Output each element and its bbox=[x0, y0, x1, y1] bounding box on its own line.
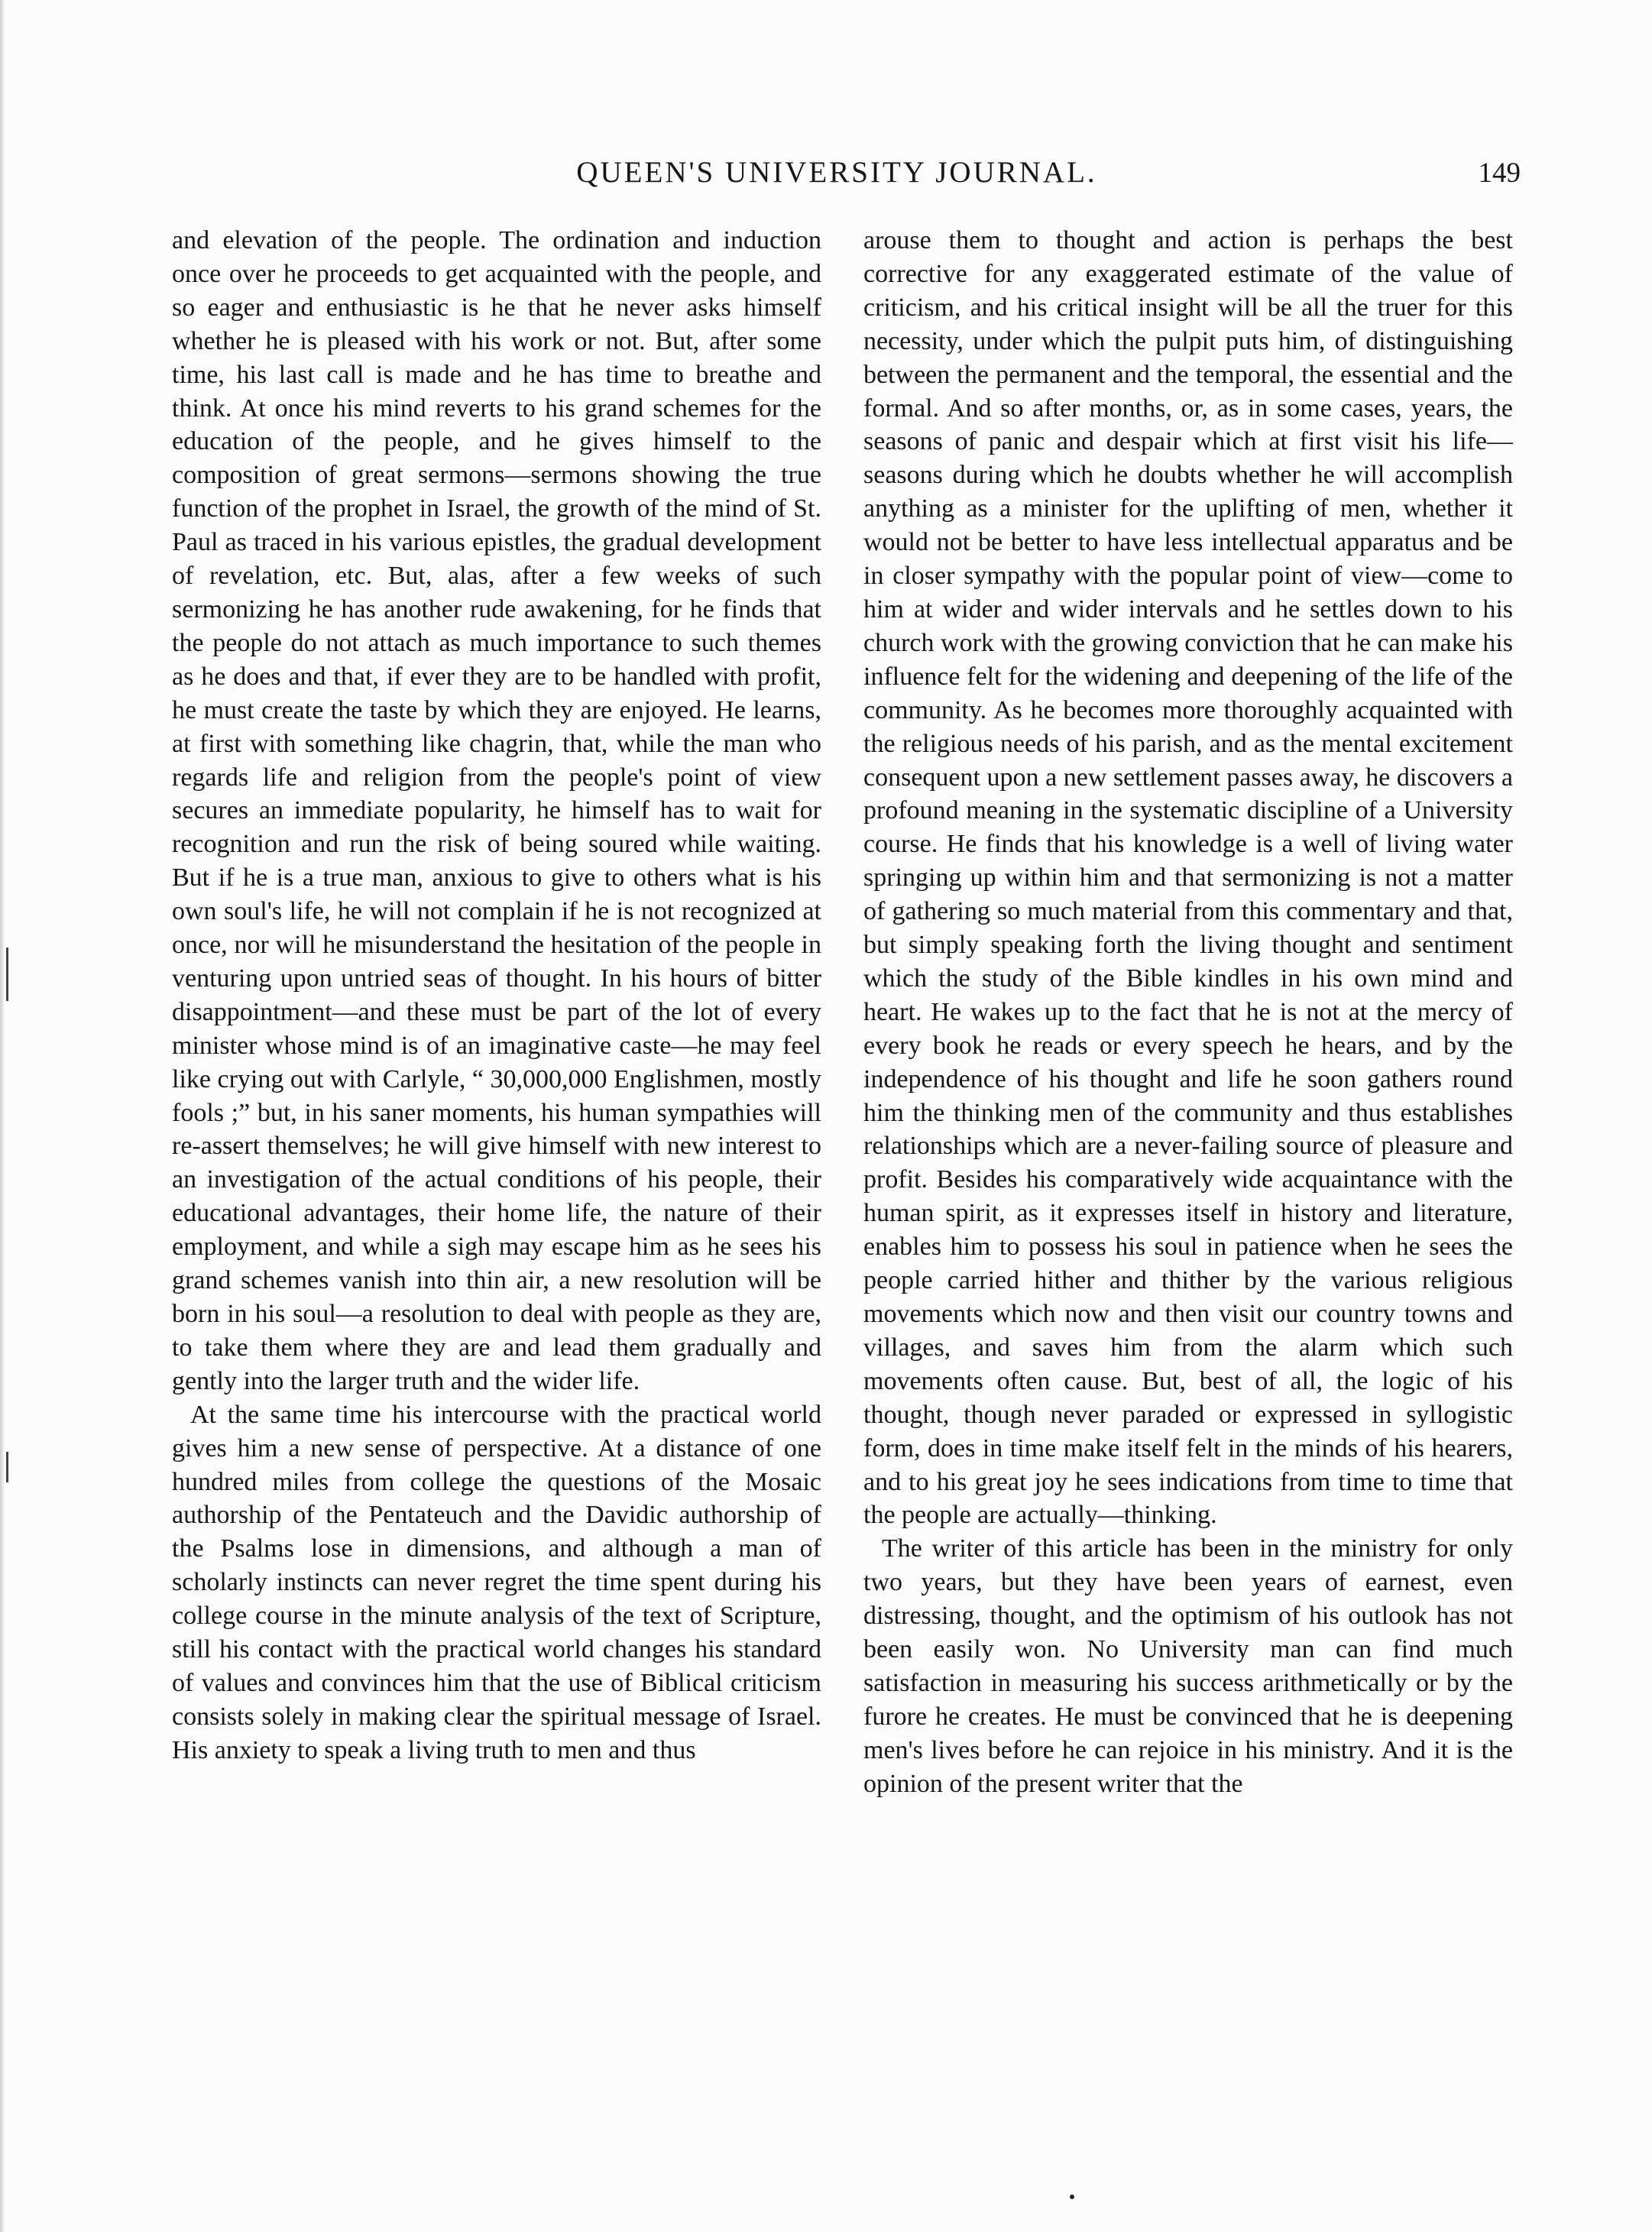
left-column bbox=[172, 224, 821, 1767]
paragraph: The writer of this article has been in the ministry for only two years, but they have been years of earnest, even distressing, thought, and the optimism of his outlook has not been easily won. No University man can find much satisfaction in measuring his success arithmetically or by the furore he creates. He must be convinced that he is deepening men's lives before he can rejoice in his ministry. And it is the opinion of the present writer that the bbox=[863, 1534, 1513, 1798]
margin-mark bbox=[6, 1452, 8, 1482]
page-edge-shadow bbox=[0, 0, 5, 2232]
paragraph: At the same time his intercourse with the practical world gives him a new sense of perspective. At a distance of one hundred miles from college the questions of the Mosaic authorship of the Pentateuch and the Davidic authorship of the Psalms lose in dimensions, and although a man of scholarly instincts can never regret the time spent during his college course in the minute analysis of the text of Scripture, still his contact with the practical world changes his standard of values and convinces him that the use of Biblical criticism consists solely in making clear the spiritual message of Israel. His anxiety to speak a living truth to men and thus bbox=[172, 1400, 821, 1764]
paragraph: arouse them to thought and action is perhaps the best corrective for any exaggerated estimate of the value of criticism, and his critical insight will be all the truer for this necessity, under which the pulpit puts him, of distinguishing between the permanent and the temporal, the essential and the formal. And so after months, or, as in some cases, years, the seasons of panic and despair which at first visit his life—seasons during which he doubts whether he will accomplish anything as a minister for the uplifting of men, whether it would not be better to have less intellectual apparatus and be in closer sympathy with the popular point of view—come to him at wider and wider intervals and he settles down to his church work with the growing conviction that he can make his influence felt for the widening and deepening of the life of the community. As he becomes more thoroughly acquainted with the religious needs of his parish, and as the mental excitement consequent upon a new settlement passes away, he discovers a profound meaning in the systematic discipline of a University course. He finds that his knowledge is a well of living water springing up within him and that sermonizing is not a matter of gathering so much material from this commentary and that, but simply speaking forth the living thought and sentiment which the study of the Bible kindles in his own mind and heart. He wakes up to the fact that he is not at the mercy of every book he reads or every speech he hears, and by the independence of his thought and life he soon gathers round him the thinking men of the community and thus establishes relationships which are a never-failing source of pleasure and profit. Besides his comparatively wide acquaintance with the human spirit, as it expresses itself in history and literature, enables him to possess his soul in patience when he sees the people carried hither and thither by the various religious movements which now and then visit our country towns and villages, and saves him from the alarm which such movements often cause. But, best of all, the logic of his thought, though never paraded or expressed in syllogistic form, does in time make itself felt in the minds of his hearers, and to his great joy he sees indications from time to time that the people are actually—thinking. bbox=[863, 226, 1513, 1530]
margin-mark bbox=[6, 948, 8, 1001]
running-head: QUEEN'S UNIVERSITY JOURNAL. bbox=[576, 156, 1097, 189]
bottom-dot bbox=[1070, 2195, 1074, 2199]
paragraph: and elevation of the people. The ordination and induction once over he proceeds to get acquainted with the people, and so eager and enthusiastic is he that he never asks himself whether he is pleased with his work or not. But, after some time, his last call is made and he has time to breathe and think. At once his mind reverts to his grand schemes for the education of the people, and he gives himself to the composition of great sermons—sermons showing the true function of the prophet in Israel, the growth of the mind of St. Paul as traced in his various epistles, the gradual development of revelation, etc. But, alas, after a few weeks of such sermonizing he has another rude awakening, for he finds that the people do not attach as much importance to such themes as he does and that, if ever they are to be handled with profit, he must create the taste by which they are enjoyed. He learns, at first with something like chagrin, that, while the man who regards life and religion from the people's point of view secures an immediate popularity, he himself has to wait for recognition and run the risk of being soured while waiting. But if he is a true man, anxious to give to others what is his own soul's life, he will not complain if he is not recognized at once, nor will he misunderstand the hesitation of the people in venturing upon untried seas of thought. In his hours of bitter disappointment—and these must be part of the lot of every minister whose mind is of an imaginative caste—he may feel like crying out with Carlyle, “ 30,000,000 Englishmen, mostly fools ;” but, in his saner moments, his human sympathies will re-assert themselves; he will give himself with new interest to an investigation of the actual conditions of his people, their educational advantages, their home life, the nature of their employment, and while a sigh may escape him as he sees his grand schemes vanish into thin air, a new resolution will be born in his soul—a resolution to deal with people as they are, to take them where they are and lead them gradually and gently into the larger truth and the wider life. bbox=[172, 226, 821, 1395]
right-column bbox=[863, 224, 1513, 1801]
page-number: 149 bbox=[1478, 157, 1521, 189]
